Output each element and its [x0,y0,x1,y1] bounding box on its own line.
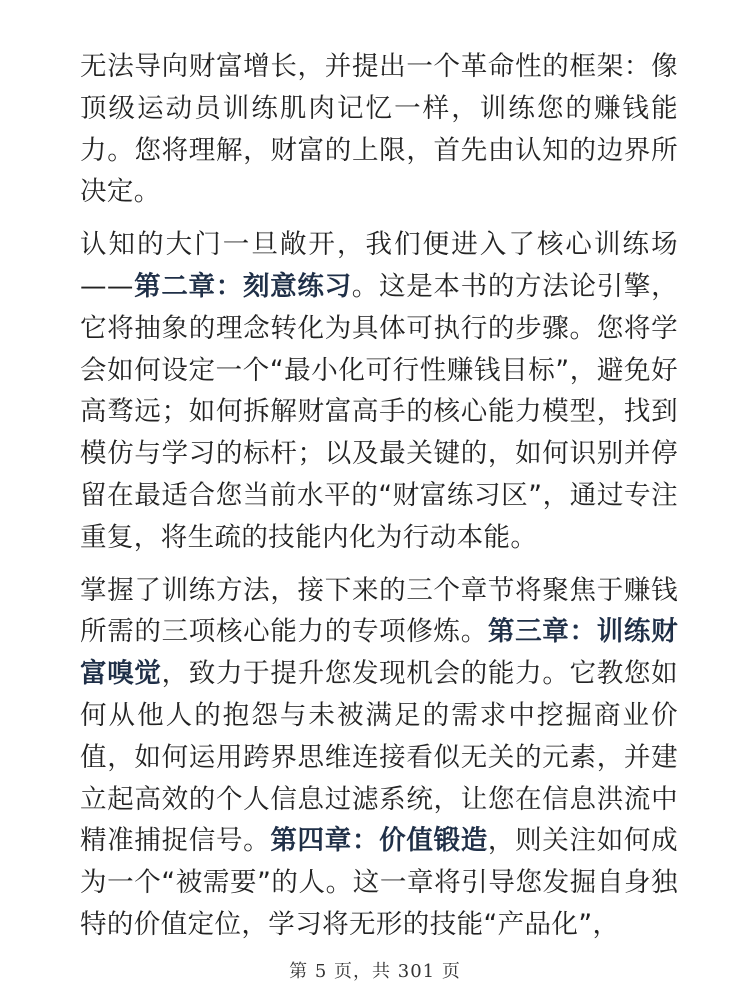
paragraph-text: 。这是本书的方法论引擎，它将抽象的理念转化为具体可执行的步骤。您将学会如何设定一个“最小化可行性赚钱目标”，避免好高骛远；如何拆解财富高手的核心能力模型，找到模仿与学习的标杆；以及最关键的，如何识别并停留在最适合您当前水平的“财富练习区”，通过专注重复，将生疏的技能内化为行动本能。 [80,270,678,553]
paragraph-text: 认知的大门一旦敞开，我们便进入了核心训练场—— [80,229,678,302]
paragraph-text: ，则关注如何成为一个“被需要”的人。这一章将引导您发掘自身独特的价值定位，学习将无形的技能“产品化”， [80,825,678,940]
paragraph-3 [80,570,678,946]
paragraph-text: 掌握了训练方法，接下来的三个章节将聚焦于赚钱所需的三项核心能力的专项修炼。 [80,574,678,648]
chapter-4-heading: 第四章：价值锻造 [270,825,488,857]
page-body [80,46,678,957]
paragraph-2 [80,224,678,558]
paragraph-text: 无法导向财富增长，并提出一个革命性的框架：像顶级运动员训练肌肉记忆一样，训练您的赚钱能力。您将理解，财富的上限，首先由认知的边界所决定。 [80,51,678,208]
chapter-2-heading: 第二章：刻意练习 [133,270,352,302]
paragraph-text: ，致力于提升您发现机会的能力。它教您如何从他人的抱怨与未被满足的需求中挖掘商业价值，如何运用跨界思维连接看似无关的元素，并建立起高效的个人信息过滤系统，让您在信息洪流中精准捕捉信号。 [80,658,678,857]
page-number-footer: 第 5 页，共 301 页 [289,961,461,982]
paragraph-1 [80,46,678,213]
chapter-3-heading: 第三章：训练财富嗅觉 [80,616,678,690]
